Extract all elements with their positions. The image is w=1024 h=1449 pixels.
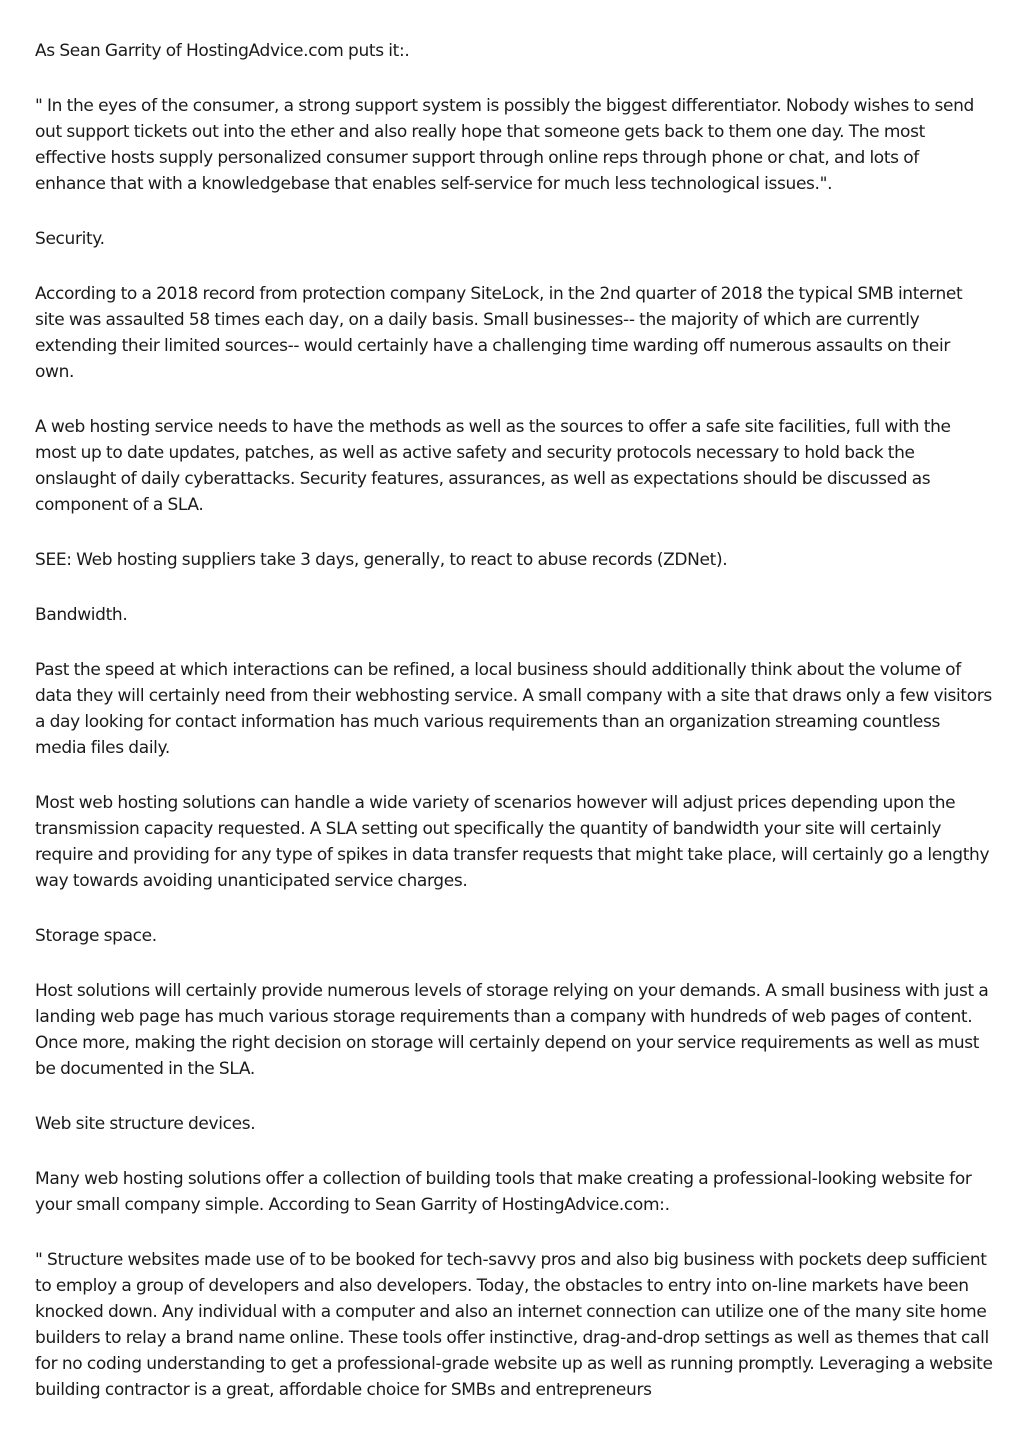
intro-quote-attribution: As Sean Garrity of HostingAdvice.com puts it:. (35, 41, 410, 61)
site-builder-quote-paragraph: " Structure websites made use of to be booked for tech-savvy pros and also big business with pockets deep sufficient to employ a group of developers and also developers. Today, the obstacles to entry into on-line markets have been knocked down. Any individual with a computer and also an internet connection can utilize one of the many site home builders to relay a brand name online. These tools offer instinctive, drag-and-drop settings as well as themes that call for no coding understanding to get a professional-grade website up as well as running promptly. Leveraging a website building contractor is a great, affordable choice for SMBs and entrepreneurs (35, 1250, 993, 1400)
security-paragraph-1: According to a 2018 record from protection company SiteLock, in the 2nd quarter of 2018 the typical SMB internet site was assaulted 58 times each day, on a daily basis. Small businesses-- the majority of which are currently extending their limited sources-- would certainly have a challenging time warding off numerous assaults on their own. (35, 284, 963, 382)
storage-paragraph: Host solutions will certainly provide numerous levels of storage relying on your demands. A small business with just a landing web page has much various storage requirements than a company with hundreds of web pages of content. Once more, making the right decision on storage will certainly depend on your service requirements as well as must be documented in the SLA. (35, 981, 989, 1079)
section-heading-security: Security. (35, 229, 105, 249)
security-paragraph-2: A web hosting service needs to have the methods as well as the sources to offer a safe site facilities, full with the most up to date updates, patches, as well as active safety and security protocols necessary to hold back the onslaught of daily cyberattacks. Security features, assurances, as well as expectations should be discussed as component of a SLA. (35, 417, 951, 515)
bandwidth-paragraph-1: Past the speed at which interactions can be refined, a local business should additionally think about the volume of data they will certainly need from their webhosting service. A small company with a site that draws only a few visitors a day looking for contact information has much various requirements than an organization streaming countless media files daily. (35, 660, 992, 758)
section-heading-bandwidth: Bandwidth. (35, 605, 128, 625)
section-heading-storage: Storage space. (35, 926, 157, 946)
site-builder-paragraph: Many web hosting solutions offer a collection of building tools that make creating a professional-looking website for your small company simple. According to Sean Garrity of HostingAdvice.com:. (35, 1169, 972, 1215)
bandwidth-paragraph-2: Most web hosting solutions can handle a wide variety of scenarios however will adjust prices depending upon the transmission capacity requested. A SLA setting out specifically the quantity of bandwidth your site will certainly require and providing for any type of spikes in data transfer requests that might take place, will certainly go a lengthy way towards avoiding unanticipated service charges. (35, 793, 990, 891)
see-also-reference: SEE: Web hosting suppliers take 3 days, generally, to react to abuse records (ZDNet). (35, 550, 728, 570)
support-quote-paragraph: " In the eyes of the consumer, a strong support system is possibly the biggest differentiator. Nobody wishes to send out support tickets out into the ether and also really hope that someone gets back to them one day. The most effective hosts supply personalized consumer support through online reps through phone or chat, and lots of enhance that with a knowledgebase that enables self-service for much less technological issues.". (35, 96, 974, 194)
document-body (35, 38, 993, 1432)
section-heading-site-builder: Web site structure devices. (35, 1114, 256, 1134)
